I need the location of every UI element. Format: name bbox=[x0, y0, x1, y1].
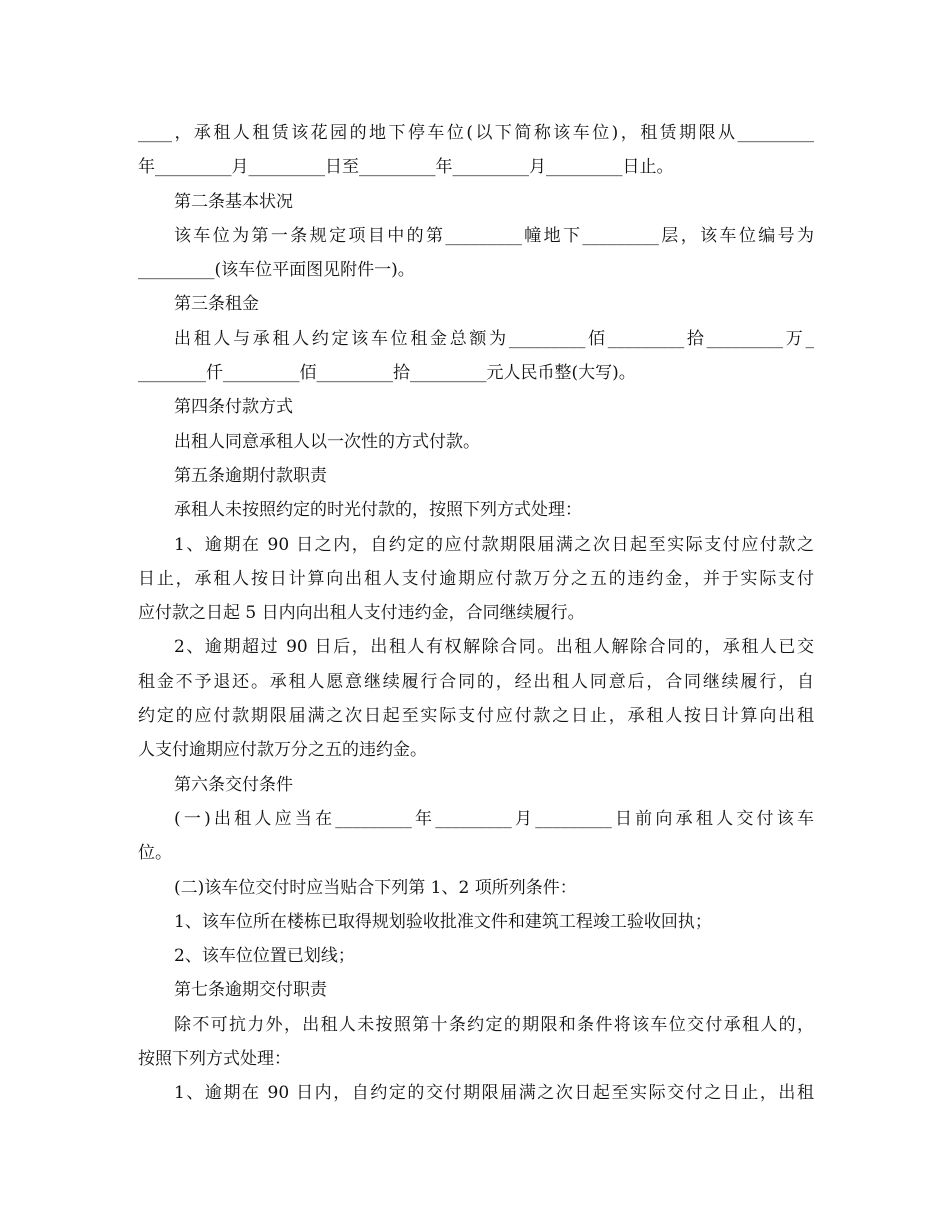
document-line: 出租人与承租人约定该车位租金总额为_________佰_________拾_________万_ bbox=[174, 328, 814, 349]
document-line: 应付款之日起 5 日内向出租人支付违约金，合同继续履行。 bbox=[138, 603, 585, 624]
document-line: 1、逾期在 90 日内，自约定的交付期限届满之次日起至实际交付之日止，出租 bbox=[174, 1083, 814, 1104]
document-line: (二)该车位交付时应当贴合下列第 1、2 项所列条件： bbox=[174, 877, 577, 898]
document-line: 日止，承租人按日计算向出租人支付逾期应付款万分之五的违约金，并于实际支付 bbox=[138, 568, 814, 589]
document-line: 承租人未按照约定的时光付款的，按照下列方式处理： bbox=[174, 500, 582, 521]
document-line: 第四条付款方式 bbox=[174, 397, 293, 418]
document-line: 2、该车位位置已划线； bbox=[174, 946, 355, 967]
document-line: 按照下列方式处理： bbox=[138, 1049, 291, 1070]
document-line: ________仟_________佰_________拾_________元人民币整(大写)。 bbox=[138, 363, 636, 384]
document-line: _________(该车位平面图见附件一)。 bbox=[138, 260, 415, 281]
document-line: 1、逾期在 90 日之内，自约定的应付款期限届满之次日起至实际支付应付款之 bbox=[174, 534, 814, 555]
document-line: 第六条交付条件 bbox=[174, 774, 293, 795]
document-line: 位。 bbox=[138, 843, 172, 864]
document-line: 除不可抗力外，出租人未按照第十条约定的期限和条件将该车位交付承租人的， bbox=[174, 1014, 814, 1035]
document-line: 约定的应付款期限届满之次日起至实际支付应付款之日止，承租人按日计算向出租 bbox=[138, 706, 814, 727]
document-line: 租金不予退还。承租人愿意继续履行合同的，经出租人同意后，合同继续履行，自 bbox=[138, 671, 814, 692]
document-page bbox=[138, 116, 814, 1111]
document-line: 人支付逾期应付款万分之五的违约金。 bbox=[138, 740, 427, 761]
document-line: 1、该车位所在楼栋已取得规划验收批准文件和建筑工程竣工验收回执； bbox=[174, 911, 712, 932]
document-line: 该车位为第一条规定项目中的第_________幢地下_________层，该车位编号为 bbox=[174, 225, 814, 246]
document-line: 出租人同意承租人以一次性的方式付款。 bbox=[174, 431, 480, 452]
document-line: 第七条逾期交付职责 bbox=[174, 980, 327, 1001]
document-line: 年_________月_________日至_________年_________月_________日止。 bbox=[138, 157, 674, 178]
document-line: ____，承租人租赁该花园的地下停车位(以下简称该车位)，租赁期限从_________ bbox=[138, 123, 814, 143]
document-line: (一)出租人应当在_________年_________月_________日前向承租人交付该车 bbox=[174, 808, 814, 829]
document-line: 第三条租金 bbox=[174, 294, 259, 315]
document-line: 2、逾期超过 90 日后，出租人有权解除合同。出租人解除合同的，承租人已交 bbox=[174, 637, 814, 658]
document-line: 第五条逾期付款职责 bbox=[174, 465, 327, 486]
document-line: 第二条基本状况 bbox=[174, 191, 293, 212]
